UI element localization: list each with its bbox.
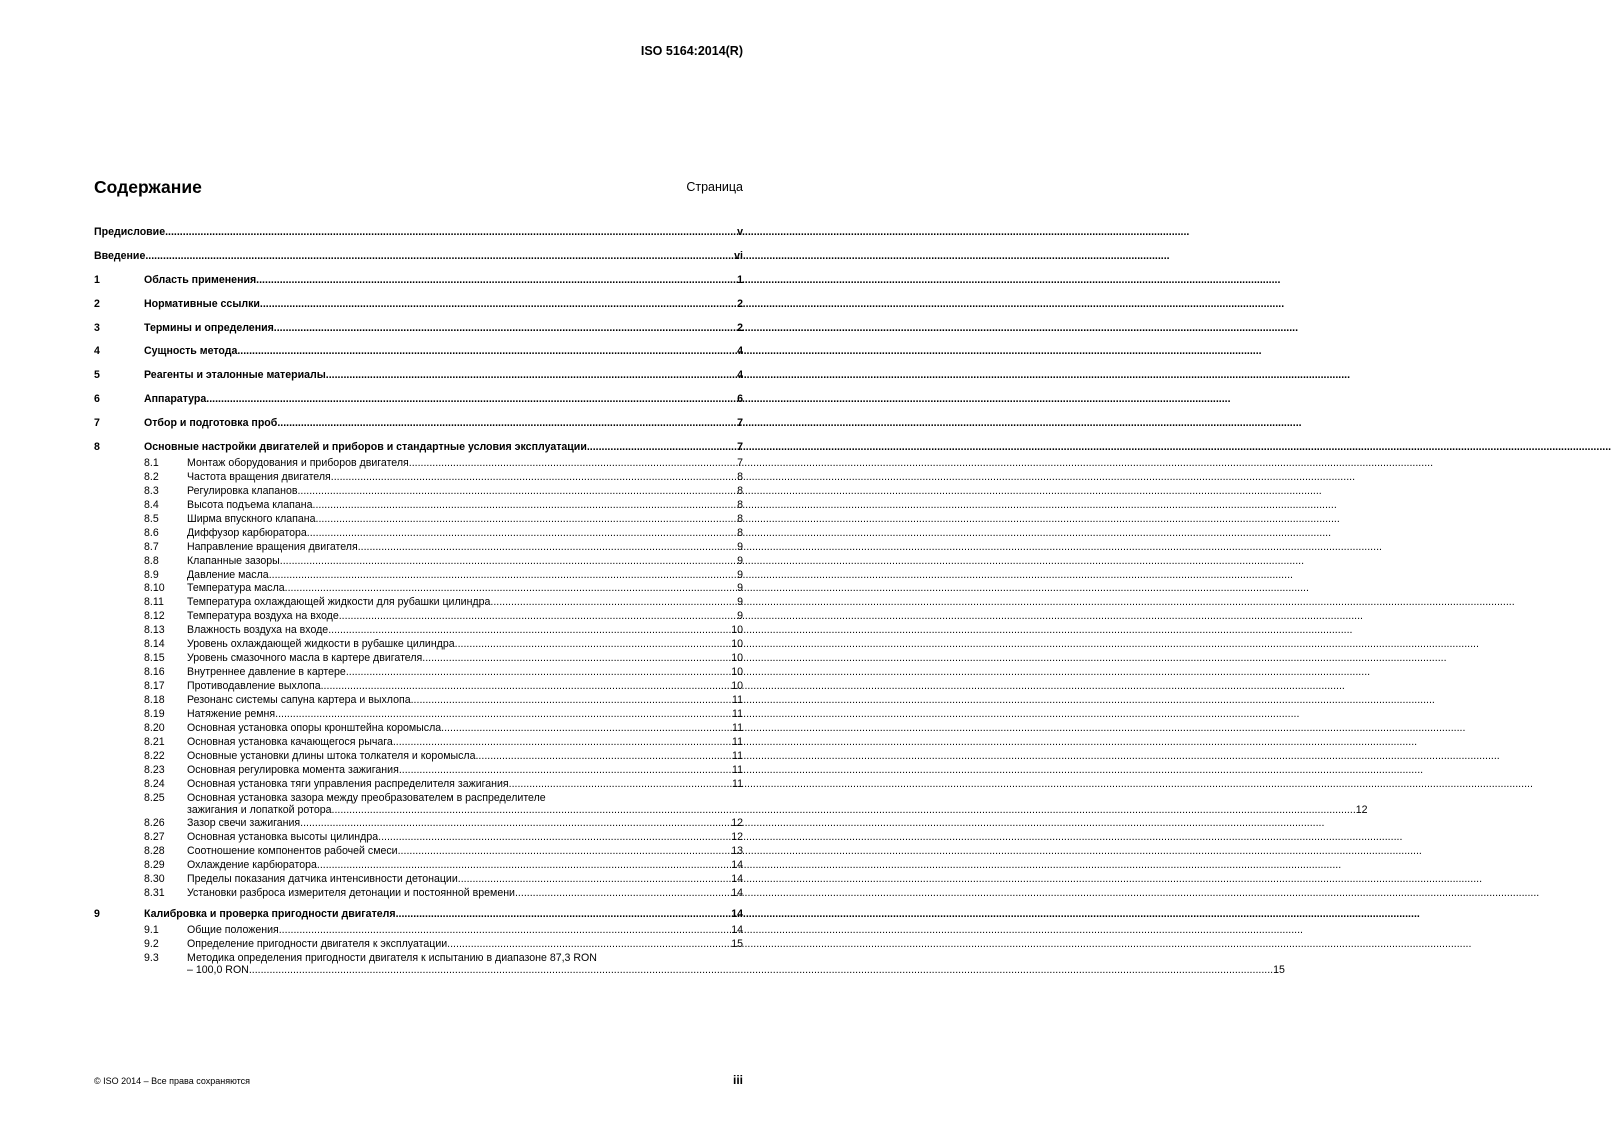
toc-subentry-label: Основные установки длины штока толкателя и коромысла (187, 749, 476, 762)
toc-subentry-number: 9.3 (144, 952, 159, 965)
document-id: ISO 5164:2014(R) (640, 44, 743, 58)
toc-subentry[interactable] (94, 499, 743, 511)
toc-entry-number: 7 (94, 417, 100, 430)
page-column-label: Страница (686, 180, 743, 194)
toc-subentry-label: Охлаждение карбюратора (187, 859, 317, 872)
toc-subentry-page: 14 (731, 887, 743, 900)
toc-subentry-page: 12 (731, 817, 743, 830)
toc-subentry-number: 9.1 (144, 924, 159, 937)
toc-entry-label: Область применения (144, 273, 257, 286)
toc-subentry-number: 8.20 (144, 721, 165, 734)
toc-subentry-label: Общие положения (187, 924, 279, 937)
toc-subentry-number: 8.1 (144, 457, 159, 470)
toc-entry-page: 4 (737, 369, 743, 382)
toc-entry-7[interactable] (94, 417, 743, 429)
toc-entry-label: Введение (94, 249, 146, 262)
toc-entry-page: 7 (737, 441, 743, 454)
toc-subentry[interactable] (94, 750, 743, 762)
toc-subentry-page: 9 (737, 582, 743, 595)
table-of-contents (94, 226, 1368, 978)
toc-subentry-page: 12 (1355, 803, 1368, 816)
toc-subentry-number: 8.19 (144, 707, 165, 720)
toc-subentry-page: 9 (737, 568, 743, 581)
toc-entry-4[interactable] (94, 345, 743, 357)
toc-subentry[interactable] (94, 845, 743, 857)
toc-entry-number: 2 (94, 297, 100, 310)
toc-subentry-label: Температура воздуха на входе (187, 610, 339, 623)
toc-subentry-page: 10 (731, 666, 743, 679)
toc-subentry-page: 8 (737, 512, 743, 525)
toc-subentry[interactable] (94, 555, 743, 567)
toc-entry-label: Основные настройки двигателей и приборов и стандартные условия эксплуатации (144, 441, 587, 454)
toc-subentry-label: Противодавление выхлопа (187, 680, 321, 693)
toc-entry-1[interactable] (94, 274, 743, 286)
toc-subentry-page: 12 (731, 831, 743, 844)
toc-entry-label: Отбор и подготовка проб (144, 417, 278, 430)
toc-subentry-number: 8.7 (144, 540, 159, 553)
toc-subentry[interactable] (94, 722, 743, 734)
toc-entry-label: Предисловие (94, 226, 166, 238)
toc-subentry-page: 10 (731, 624, 743, 637)
toc-subentry-number: 8.17 (144, 680, 165, 693)
toc-subentry-number: 8.23 (144, 763, 165, 776)
toc-subentry-number: 8.27 (144, 831, 165, 844)
toc-subentry-page: 11 (732, 735, 743, 748)
toc-entry-number: 6 (94, 393, 100, 406)
toc-subentry[interactable] (94, 938, 743, 950)
toc-subentry[interactable] (94, 610, 743, 622)
toc-entry-3[interactable] (94, 322, 743, 334)
toc-entry-label: Сущность метода (144, 345, 238, 358)
toc-subentry-label: Внутреннее давление в картере (187, 666, 346, 679)
toc-entry-number: 1 (94, 273, 100, 286)
toc-subentry-label: Высота подъема клапана (187, 498, 313, 511)
toc-subentry[interactable] (94, 457, 743, 469)
toc-subentry-number: 8.11 (144, 596, 164, 609)
toc-subentry[interactable] (94, 708, 743, 720)
toc-subentry-label: Установки разброса измерителя детонации и постоянной времени (187, 887, 515, 900)
toc-subentry-label: Основная установка высоты цилиндра (187, 831, 379, 844)
toc-subentry[interactable] (94, 485, 743, 497)
toc-subentry-label: Ширма впускного клапана (187, 512, 316, 525)
toc-subentry[interactable] (94, 778, 743, 790)
toc-subentry-page: 11 (732, 749, 743, 762)
toc-subentry[interactable] (94, 924, 743, 936)
toc-subentry-page: 8 (737, 498, 743, 511)
toc-subentry[interactable] (94, 694, 743, 706)
toc-subentry-page: 15 (1273, 964, 1285, 977)
toc-subentry-number: 8.14 (144, 638, 165, 651)
toc-subentry-number: 8.22 (144, 749, 165, 762)
toc-subentry-page: 10 (731, 638, 743, 651)
toc-subentry-label: Соотношение компонентов рабочей смеси (187, 845, 398, 858)
toc-subentry[interactable] (94, 569, 743, 581)
toc-entry-page: v (737, 226, 743, 238)
toc-subentry-label: Основная установка качающегося рычага (187, 735, 393, 748)
toc-subentry-number: 8.29 (144, 859, 165, 872)
toc-subentry[interactable] (94, 736, 743, 748)
toc-subentry-number: 8.4 (144, 498, 159, 511)
toc-subentry-label: Клапанные зазоры (187, 554, 280, 567)
toc-entry-label: Реагенты и эталонные материалы (144, 369, 326, 382)
toc-subentry-label: Основная регулировка момента зажигания (187, 763, 399, 776)
toc-subentry-page: 9 (737, 596, 743, 609)
toc-subentry[interactable] (94, 859, 743, 871)
toc-entry-page: 6 (737, 393, 743, 406)
toc-subentry[interactable] (94, 541, 743, 553)
toc-subentry-number: 8.18 (144, 693, 165, 706)
toc-subentry-page: 7 (737, 457, 743, 470)
toc-subentry-number: 8.30 (144, 873, 165, 886)
toc-entry-8[interactable] (94, 441, 743, 453)
toc-subentry-page: 10 (731, 680, 743, 693)
toc-entry-page: 7 (737, 417, 743, 430)
toc-subentry-label: Давление масла (187, 568, 269, 581)
toc-subentry-page: 11 (732, 721, 743, 734)
toc-subentry-page: 9 (737, 554, 743, 567)
toc-entry-page: 2 (737, 297, 743, 310)
toc-subentry-label: Диффузор карбюратора (187, 526, 307, 539)
toc-subentry-page: 11 (732, 693, 743, 706)
toc-subentry-label: Пределы показания датчика интенсивности детонации (187, 873, 458, 886)
toc-subentry-label: Основная установка опоры кронштейна коромысла (187, 721, 442, 734)
toc-entry-introduction[interactable] (94, 250, 743, 262)
toc-subentry[interactable] (94, 527, 743, 539)
toc-subentry[interactable] (94, 791, 1368, 816)
toc-entry-number: 9 (94, 908, 100, 921)
toc-subentry[interactable] (94, 513, 743, 525)
toc-subentry[interactable] (94, 638, 743, 650)
toc-subentry-page: 11 (732, 707, 743, 720)
toc-subentry-label: Уровень охлаждающей жидкости в рубашке цилиндра (187, 638, 455, 651)
toc-subentry-number: 8.15 (144, 652, 165, 665)
toc-entry-number: 5 (94, 369, 100, 382)
toc-subentry-page: 8 (737, 484, 743, 497)
toc-subentry[interactable] (94, 817, 743, 829)
toc-subentry-number: 8.3 (144, 484, 159, 497)
toc-subentry-page: 11 (732, 777, 743, 790)
toc-subentry-label: Регулировка клапанов (187, 484, 298, 497)
toc-subentry-page: 14 (731, 873, 743, 886)
toc-subentry-label-continued: – 100,0 RON (187, 964, 249, 977)
toc-subentry-label: Определение пригодности двигателя к эксплуатации (187, 938, 448, 951)
toc-entry-page: 14 (731, 908, 743, 921)
toc-subentry-label: Влажность воздуха на входе (187, 624, 329, 637)
toc-subentry-label-continued: зажигания и лопаткой ротора (187, 803, 332, 816)
toc-entry-9[interactable] (94, 908, 743, 920)
toc-subentry-number: 8.21 (144, 735, 165, 748)
toc-subentry-number: 8.16 (144, 666, 165, 679)
toc-subentry-number: 8.26 (144, 817, 165, 830)
toc-subentry-number: 8.24 (144, 777, 165, 790)
toc-subentry-number: 8.6 (144, 526, 159, 539)
toc-subentry[interactable] (94, 873, 743, 885)
toc-entry-number: 8 (94, 441, 100, 454)
toc-entry-label: Калибровка и проверка пригодности двигателя (144, 908, 396, 921)
toc-entry-2[interactable] (94, 298, 743, 310)
toc-entry-page: 1 (737, 273, 743, 286)
toc-subentry[interactable] (94, 764, 743, 776)
toc-subentry-number: 8.25 (144, 791, 165, 804)
toc-subentry[interactable] (94, 680, 743, 692)
toc-entry-label: Аппаратура (144, 393, 207, 406)
toc-subentry-label: Температура охлаждающей жидкости для рубашки цилиндра (187, 596, 491, 609)
toc-subentry-page: 14 (731, 924, 743, 937)
toc-subentry-number: 9.2 (144, 938, 159, 951)
toc-subentry-label: Резонанс системы сапуна картера и выхлопа (187, 693, 411, 706)
toc-subentry-number: 8.31 (144, 887, 165, 900)
toc-subentry-label: Направление вращения двигателя (187, 540, 358, 553)
toc-subentry-label: Основная установка зазора между преобразователем в распределителе (187, 791, 546, 804)
toc-subentry-page: 8 (737, 526, 743, 539)
toc-entry-page: vi (734, 249, 743, 262)
toc-subentry-page: 15 (731, 938, 743, 951)
toc-subentry[interactable] (94, 831, 743, 843)
toc-subentry-number: 8.13 (144, 624, 165, 637)
toc-entry-foreword[interactable] (94, 226, 743, 238)
toc-entry-6[interactable] (94, 393, 743, 405)
toc-subentry-page: 13 (731, 845, 743, 858)
toc-subentry-label: Зазор свечи зажигания (187, 817, 301, 830)
toc-subentry-number: 8.5 (144, 512, 159, 525)
footer-copyright: © ISO 2014 – Все права сохраняются (94, 1076, 251, 1086)
toc-subentry-label: Уровень смазочного масла в картере двигателя (187, 652, 423, 665)
footer-page-number: iii (732, 1073, 743, 1087)
page-title: Содержание (94, 177, 202, 197)
toc-subentry-number: 8.10 (144, 582, 165, 595)
toc-entry-page: 2 (737, 321, 743, 334)
toc-subentry-number: 8.8 (144, 554, 159, 567)
toc-subentry-page: 11 (732, 763, 743, 776)
toc-subentry-page: 10 (731, 652, 743, 665)
toc-subentry[interactable] (94, 582, 743, 594)
toc-subentry[interactable] (94, 952, 1285, 977)
toc-subentry-page: 8 (737, 470, 743, 483)
toc-entry-label: Нормативные ссылки (144, 297, 260, 310)
toc-subentry-label: Частота вращения двигателя (187, 470, 331, 483)
toc-entry-5[interactable] (94, 369, 743, 381)
toc-subentry[interactable] (94, 624, 743, 636)
toc-subentry-page: 9 (737, 540, 743, 553)
toc-entry-label: Термины и определения (144, 321, 274, 334)
toc-entry-number: 4 (94, 345, 100, 358)
toc-subentry[interactable] (94, 666, 743, 678)
toc-subentry[interactable] (94, 596, 743, 608)
toc-subentry-number: 8.2 (144, 470, 159, 483)
toc-subentry-label: Температура масла (187, 582, 285, 595)
toc-entry-page: 4 (737, 345, 743, 358)
toc-subentry-label: Методика определения пригодности двигателя к испытанию в диапазоне 87,3 RON (187, 952, 597, 965)
toc-subentry-number: 8.9 (144, 568, 159, 581)
toc-subentry-number: 8.12 (144, 610, 165, 623)
toc-subentry[interactable] (94, 887, 743, 899)
toc-subentry-page: 14 (731, 859, 743, 872)
toc-subentry-number: 8.28 (144, 845, 165, 858)
toc-subentry-page: 9 (737, 610, 743, 623)
toc-entry-number: 3 (94, 321, 100, 334)
toc-subentry[interactable] (94, 471, 743, 483)
toc-subentry-label: Натяжение ремня (187, 707, 276, 720)
toc-subentry-label: Основная установка тяги управления распределителя зажигания (187, 777, 509, 790)
toc-subentry-label: Монтаж оборудования и приборов двигателя (187, 457, 409, 470)
toc-subentry[interactable] (94, 652, 743, 664)
